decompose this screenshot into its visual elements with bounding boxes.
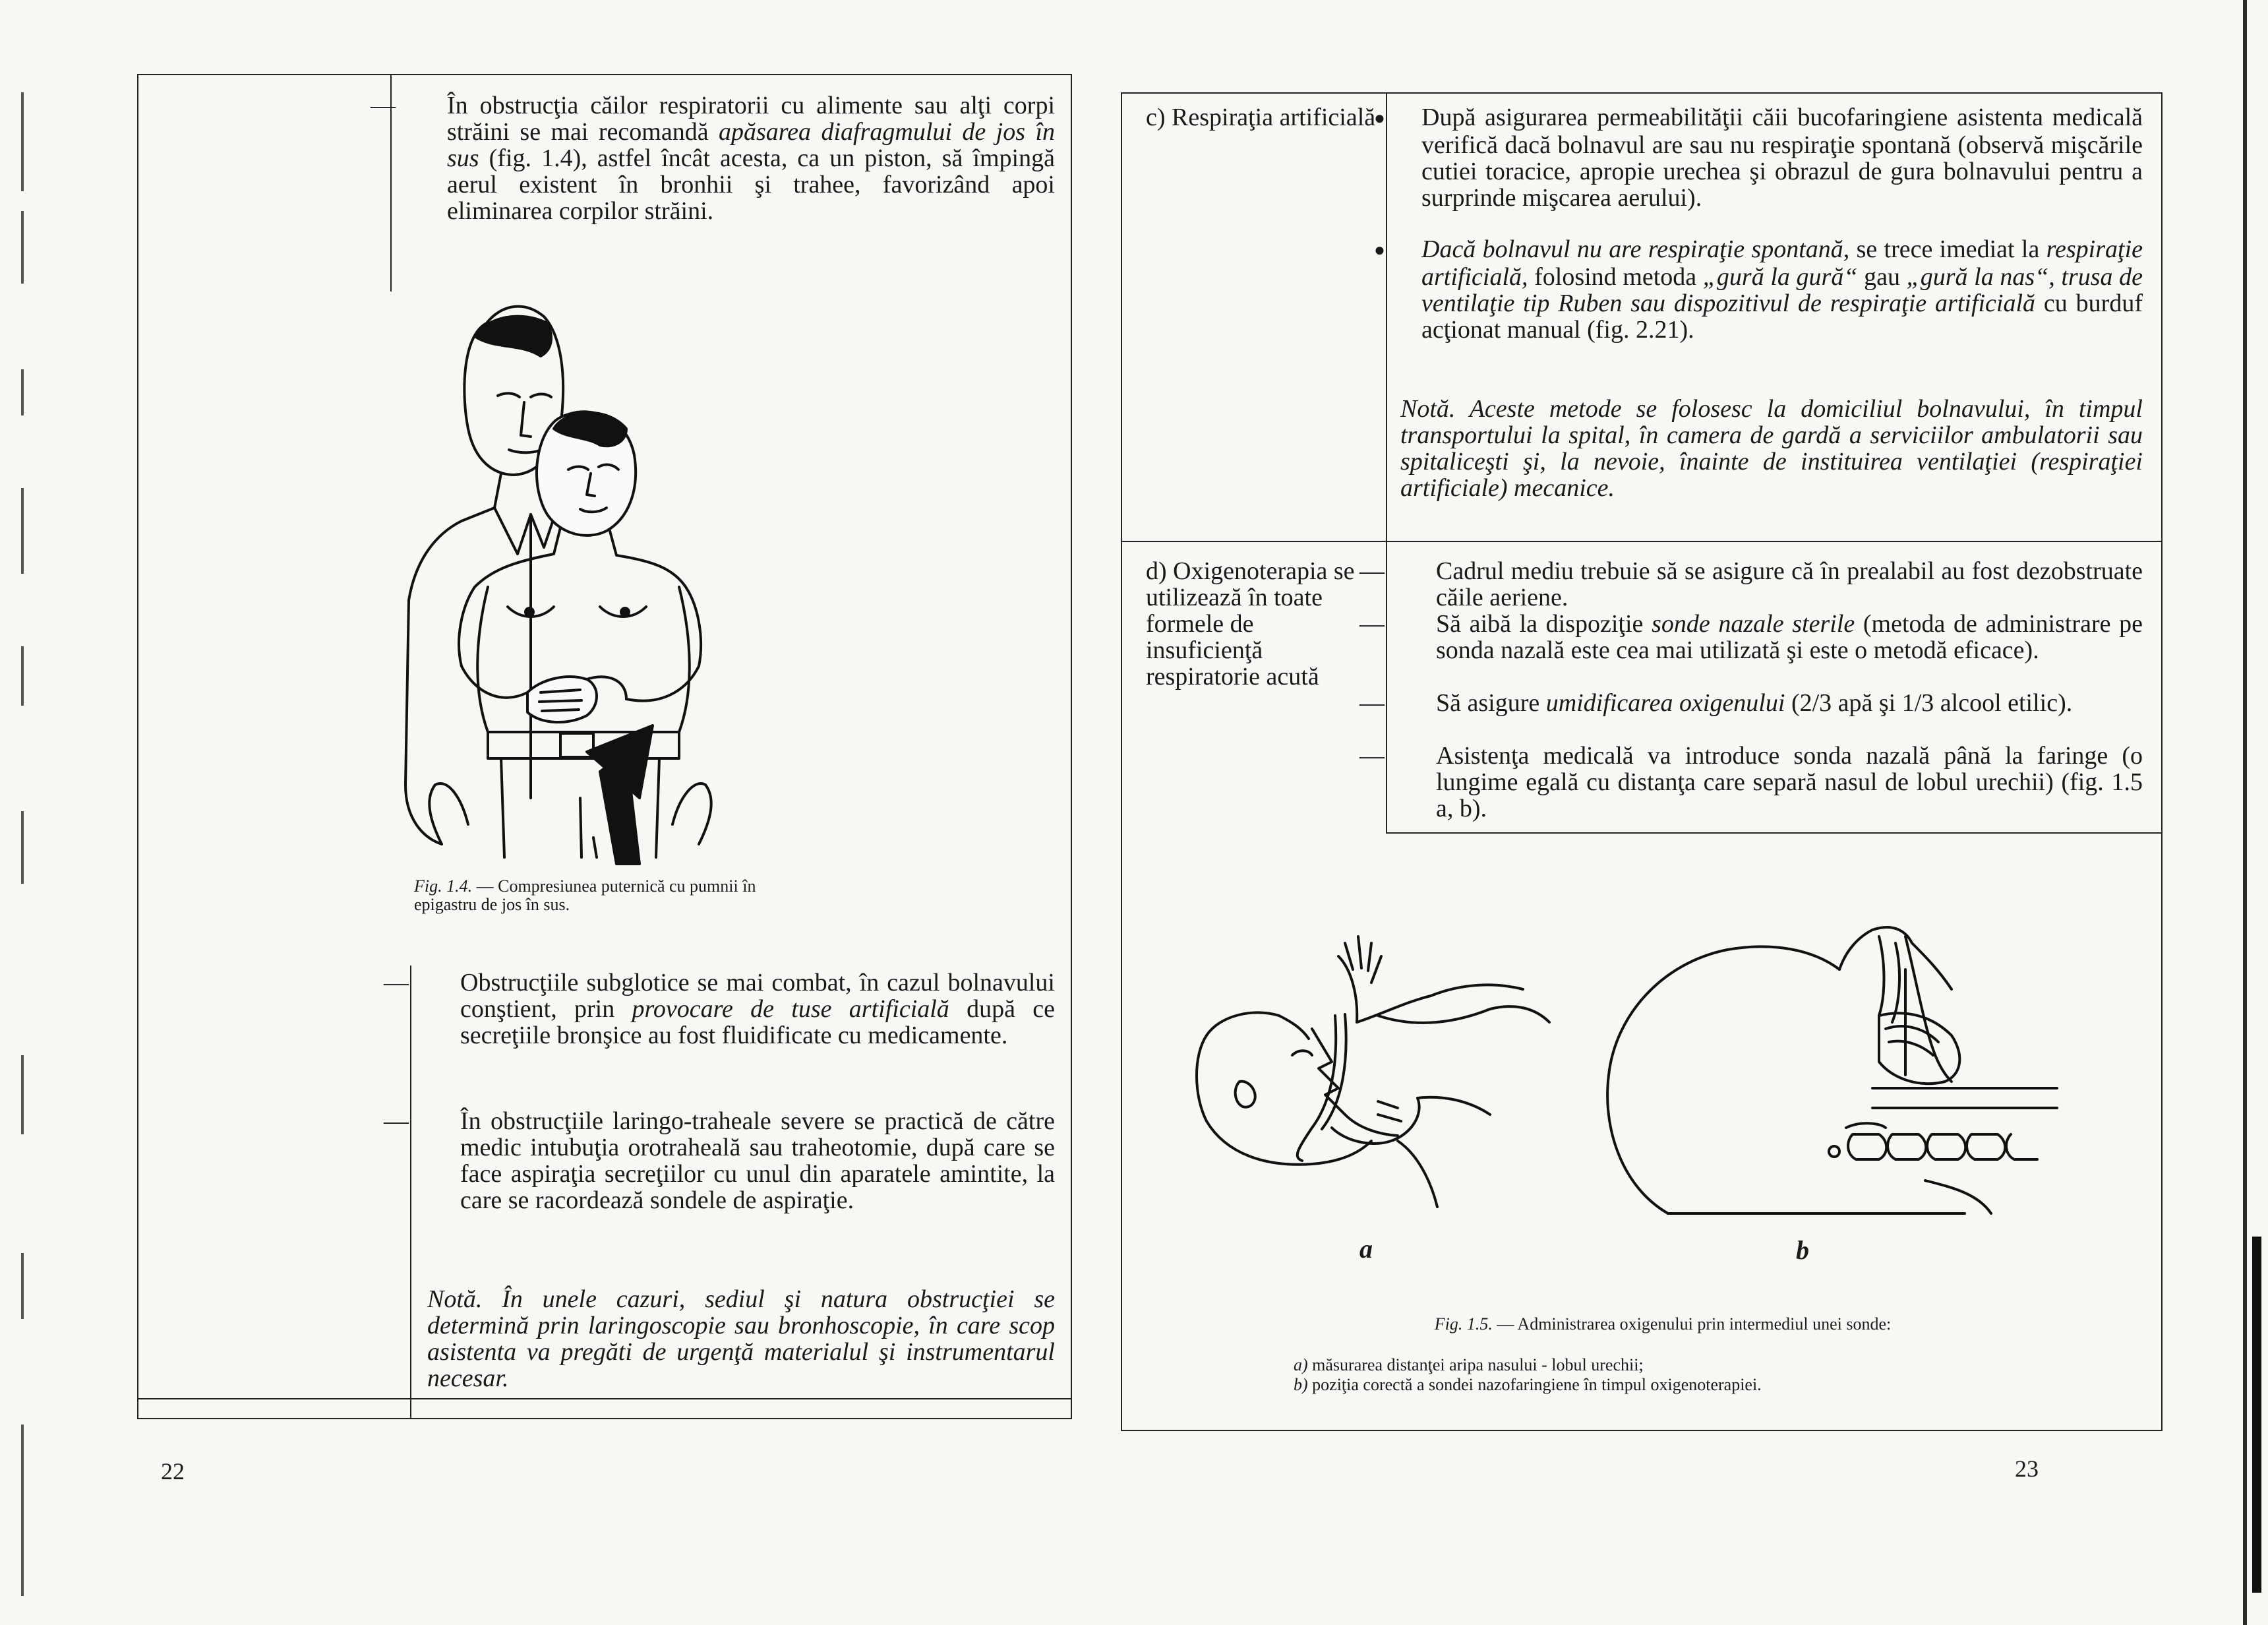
figure-1-5-line-a-text: măsurarea distanţei aripa nasului - lobul urechii; — [1312, 1355, 1644, 1374]
right-page — [1121, 0, 2268, 1625]
note-left-text: Notă. În unele cazuri, sediul şi natura obstrucţiei se determină prin laringoscopie sau bronhoscopie, în care scop asistenta va pregăti de urgenţă materialul şi instrumentarul necesar. — [427, 1285, 1055, 1392]
figure-1-5-line-b-prefix: b) — [1294, 1375, 1308, 1394]
row-d-item-1: — Cadrul mediu trebuie să se asigure că în prealabil au fost dezobstruate căile aeriene. — [1359, 557, 2143, 611]
note-left — [427, 1286, 1055, 1392]
figure-1-5a-drawing — [1180, 930, 1589, 1233]
row-d-item-4: — Asistenţa medicală va introduce sonda nazală până la faringe (o lungime egală cu distanţa care separă nasul de lobul urechii) (fig. 1.5 a, b). — [1359, 742, 2143, 822]
row-d-item-2: — Să aibă la dispoziţie sonde nazale sterile (metoda de administrare pe sonda nazală este cea mai utilizată şi este o metodă eficace). — [1359, 610, 2143, 664]
page-number-left: 22 — [161, 1458, 185, 1485]
page-edge-right — [2243, 0, 2247, 1625]
row-c-label-text: c) Respiraţia artificială — [1146, 104, 1376, 131]
row-divider-c-d — [1121, 541, 2163, 542]
row-c-bullet-2-text: Dacă bolnavul nu are respiraţie spontană, se trece imediat la respiraţie artificială, folosind metoda „gură la gură“ gau „gură la nas“, trusa de ventilaţie tip Ruben sau dispozitivul de respiraţie artificială cu burduf acţionat manual (fig. 2.21). — [1421, 235, 2143, 344]
row-divider-d-fig — [1386, 832, 2163, 834]
left-bottom-rule — [137, 1398, 1072, 1399]
figure-1-5-line-a-prefix: a) — [1294, 1355, 1308, 1374]
row-d-item-1-text: Cadrul mediu trebuie să se asigure că în prealabil au fost dezobstruate căile aeriene. — [1436, 557, 2143, 611]
paragraph-laryngo-tracheal-text: În obstrucţiile laringo-traheale severe se practică de către medic intubuţia orotraheală sau traheotomie, după care se face aspiraţia secreţiilor cu unul din aparatele amintite, la care se racordează sondele de aspiraţie. — [460, 1107, 1055, 1214]
row-d-item-3-text: Să asigure umidificarea oxigenului (2/3 apă şi 1/3 alcool etilic). — [1436, 689, 2073, 717]
row-d-item-3: — Să asigure umidificarea oxigenului (2/3 apă şi 1/3 alcool etilic). — [1359, 689, 2073, 717]
figure-1-5-line-a — [1294, 1356, 2032, 1374]
paragraph-subglottic-text: Obstrucţiile subglotice se mai combat, în cazul bolnavului conştient, prin provocare de tuse artificială după ce secreţiile bronşice au fost fluidificate cu medicamente. — [460, 969, 1055, 1049]
figure-1-4-number: Fig. 1.4. — [414, 876, 473, 896]
row-c-note — [1400, 396, 2143, 501]
row-c-label — [1146, 104, 1377, 131]
left-column-divider-bottom — [410, 966, 411, 1419]
figure-1-5b-drawing — [1596, 910, 2070, 1240]
row-d-label-text: d) Oxigenoterapia se utilizează în toate formele de insuficienţă respiratorie acută — [1146, 557, 1355, 690]
paragraph-subglottic: — Obstrucţiile subglotice se mai combat, în cazul bolnavului conştient, prin provocare de tuse artificială după ce secreţiile bronşice au fost fluidificate cu medicamente. — [384, 969, 1055, 1049]
page-number-right: 23 — [2015, 1456, 2039, 1482]
paragraph-abdominal-thrust-text: În obstrucţia căilor respiratorii cu alimente sau alţi corpi străini se mai recomandă apăsarea diafragmului de jos în sus (fig. 1.4), astfel încât acesta, ca un piston, să împingă aerul existent în bronhii şi trahee, favorizând apoi eliminarea corpilor străini. — [447, 92, 1055, 225]
row-c-note-text: Notă. Aceste metode se folosesc la domiciliul bolnavului, în timpul transportului la spital, în camera de gardă a serviciilor ambulatorii sau spitaliceşti şi, la nevoie, înainte de instituirea ventilaţiei (respiraţiei artificiale) mecanice. — [1400, 395, 2143, 502]
binder-marks — [21, 0, 25, 1625]
figure-1-5-number: Fig. 1.5. — [1434, 1314, 1493, 1334]
figure-1-4-caption-text: — Compresiunea puternică cu pumnii în epigastru de jos în sus. — [414, 876, 756, 914]
figure-1-4-drawing — [389, 297, 758, 871]
row-d-item-2-text: Să aibă la dispoziţie sonde nazale sterile (metoda de administrare pe sonda nazală este cea mai utilizată şi este o metodă eficace). — [1436, 610, 2143, 664]
figure-1-5-line-b-text: poziţia corectă a sondei nazofaringiene în timpul oxigenoterapiei. — [1312, 1375, 1762, 1394]
right-left-border — [1121, 92, 1122, 1431]
row-c-bullet-2: ● Dacă bolnavul nu are respiraţie spontană, se trece imediat la respiraţie artificială, folosind metoda „gură la gură“ gau „gură la nas“, trusa de ventilaţie tip Ruben sau dispozitivul de respiraţie artificială cu burduf acţionat manual (fig. 2.21). — [1374, 235, 2143, 344]
paragraph-laryngo-tracheal: — În obstrucţiile laringo-traheale severe se practică de către medic intubuţia orotraheală sau traheotomie, după care se face aspiraţia secreţiilor cu unul din aparatele amintite, la care se racordează sondele de aspiraţie. — [384, 1107, 1055, 1214]
figure-1-5b-label: b — [1796, 1235, 1809, 1265]
figure-1-4-caption — [414, 877, 783, 914]
figure-1-5-caption — [1294, 1315, 2032, 1334]
row-c-bullet-1: ● După asigurarea permeabilităţii căii bucofaringiene asistenta medicală verifică dacă bolnavul are sau nu respiraţie spontană (observă mişcările cutiei toracice, apropie urechea şi obrazul de gura bolnavului pentru a surprinde mişcarea aerului). — [1374, 104, 2143, 212]
figure-1-5-caption-text: — Administrarea oxigenului prin intermediul unei sonde: — [1497, 1314, 1892, 1334]
page-edge-right-lower — [2252, 1237, 2261, 1593]
row-d-item-4-text: Asistenţa medicală va introduce sonda nazală până la faringe (o lungime egală cu distanţa care separă nasul de lobul urechii) (fig. 1.5 a, b). — [1436, 742, 2143, 822]
right-column-divider — [1386, 92, 1387, 832]
paragraph-abdominal-thrust: — În obstrucţia căilor respiratorii cu alimente sau alţi corpi străini se mai recomandă apăsarea diafragmului de jos în sus (fig. 1.4), astfel încât acesta, ca un piston, să împingă aerul existent în bronhii şi trahee, favorizând apoi eliminarea corpilor străini. — [371, 92, 1055, 225]
figure-1-5a-label: a — [1359, 1234, 1373, 1264]
row-c-bullet-1-text: După asigurarea permeabilităţii căii bucofaringiene asistenta medicală verifică dacă bolnavul are sau nu respiraţie spontană (observă mişcările cutiei toracice, apropie urechea şi obrazul de gura bolnavului pentru a surprinde mişcarea aerului). — [1421, 104, 2143, 212]
row-d-label — [1146, 558, 1377, 690]
figure-1-5-line-b — [1294, 1376, 1953, 1394]
